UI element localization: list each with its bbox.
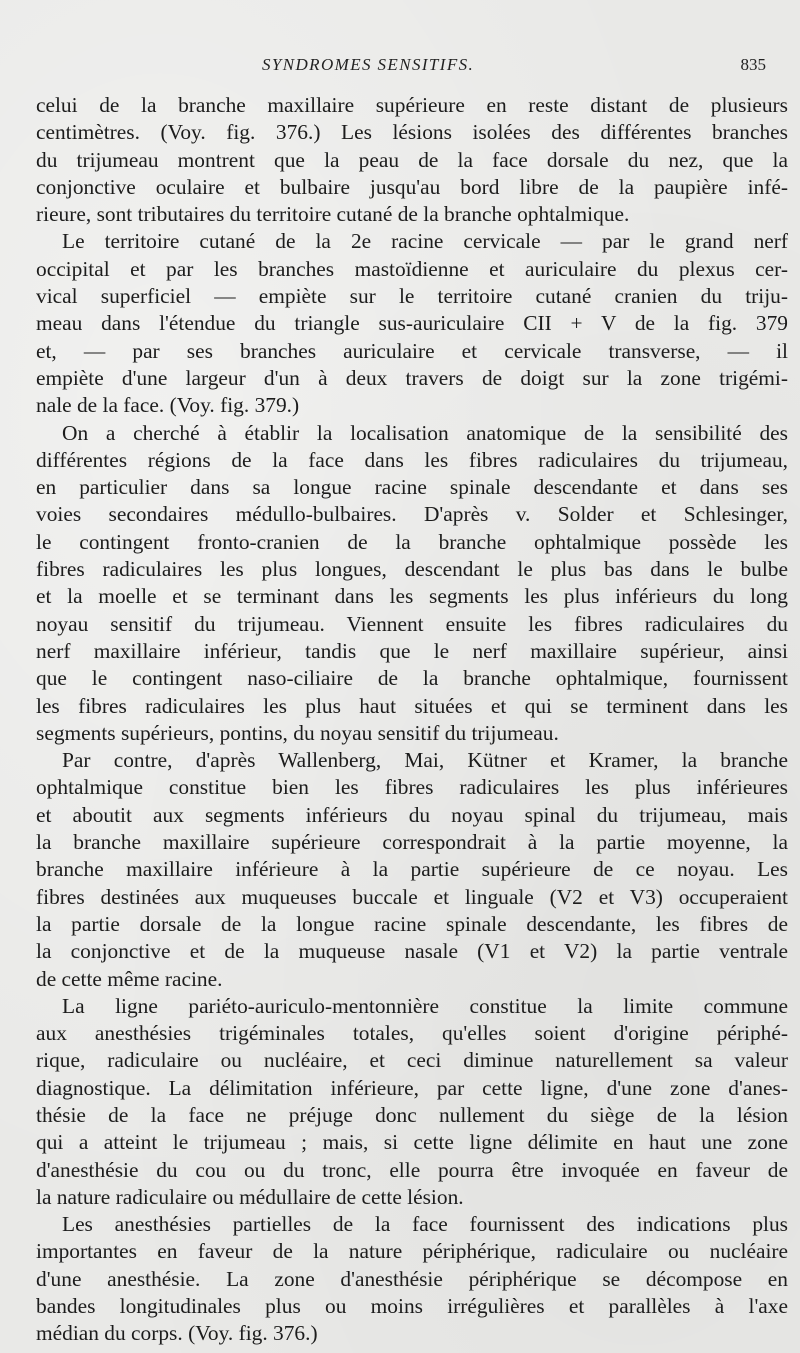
text-line: occipital et par les branches mastoïdienne et auriculaire du plexus cer-: [36, 256, 788, 281]
text-line: vical superficiel — empiète sur le territoire cutané cranien du triju-: [36, 284, 788, 309]
text-line: du trijumeau montrent que la peau de la face dorsale du nez, que la: [36, 147, 788, 172]
text-line: celui de la branche maxillaire supérieure en reste distant de plusieurs: [36, 93, 788, 117]
text-line: différentes régions de la face dans les fibres radiculaires du trijumeau,: [36, 447, 788, 472]
page-number: 835: [740, 55, 766, 74]
text-line: bandes longitudinales plus ou moins irrégulières et parallèles à l'axe: [36, 1294, 788, 1319]
paragraph: [36, 993, 788, 1211]
text-line: thésie de la face ne préjuge donc nullement du siège de la lésion: [36, 1102, 788, 1127]
text-line: aux anesthésies trigéminales totales, qu'elles soient d'origine périphé-: [36, 1021, 788, 1046]
text-line: de cette même racine.: [36, 966, 223, 991]
text-line: rieure, sont tributaires du territoire cutané de la branche ophtalmique.: [36, 202, 630, 227]
text-line: Les anesthésies partielles de la face fournissent des indications plus: [62, 1212, 788, 1237]
paragraph: [36, 92, 788, 228]
body-text: [36, 92, 788, 1348]
paragraph: [36, 747, 788, 993]
text-line: fibres radiculaires les plus longues, descendant le plus bas dans le bulbe: [36, 557, 788, 582]
text-line: voies secondaires médullo-bulbaires. D'après v. Solder et Schlesinger,: [36, 502, 788, 527]
text-line: nerf maxillaire inférieur, tandis que le nerf maxillaire supérieur, ainsi: [36, 638, 788, 663]
text-line: noyau sensitif du trijumeau. Viennent ensuite les fibres radiculaires du: [36, 611, 788, 636]
text-line: le contingent fronto-cranien de la branche ophtalmique possède les: [36, 529, 788, 554]
text-line: branche maxillaire inférieure à la partie supérieure de ce noyau. Les: [36, 857, 788, 882]
text-line: qui a atteint le trijumeau ; mais, si cette ligne délimite en haut une zone: [36, 1130, 788, 1155]
text-line: Le territoire cutané de la 2e racine cervicale — par le grand nerf: [62, 229, 788, 254]
text-line: segments supérieurs, pontins, du noyau sensitif du trijumeau.: [36, 720, 559, 745]
paragraph: [36, 228, 788, 419]
text-line: nale de la face. (Voy. fig. 379.): [36, 393, 300, 418]
text-line: ophtalmique constitue bien les fibres radiculaires les plus inférieures: [36, 775, 788, 800]
text-line: meau dans l'étendue du triangle sus-auriculaire CII + V de la fig. 379: [36, 311, 788, 336]
text-line: la partie dorsale de la longue racine spinale descendante, les fibres de: [36, 911, 788, 936]
text-line: en particulier dans sa longue racine spinale descendante et dans ses: [36, 475, 788, 500]
paragraph: [36, 1211, 788, 1347]
text-line: et, — par ses branches auriculaire et cervicale transverse, — il: [36, 338, 788, 363]
text-line: et aboutit aux segments inférieurs du noyau spinal du trijumeau, mais: [36, 802, 788, 827]
text-line: médian du corps. (Voy. fig. 376.): [36, 1321, 318, 1346]
text-line: centimètres. (Voy. fig. 376.) Les lésions isolées des différentes branches: [36, 120, 788, 145]
text-line: et la moelle et se terminant dans les segments les plus inférieurs du long: [36, 584, 788, 609]
text-line: la branche maxillaire supérieure correspondrait à la partie moyenne, la: [36, 830, 788, 855]
text-line: la nature radiculaire ou médullaire de cette lésion.: [36, 1184, 464, 1209]
text-line: la conjonctive et de la muqueuse nasale (V1 et V2) la partie ventrale: [36, 939, 788, 964]
running-title: SYNDROMES SENSITIFS.: [262, 55, 475, 74]
running-header: [0, 52, 800, 82]
text-line: La ligne pariéto-auriculo-mentonnière constitue la limite commune: [62, 993, 788, 1018]
text-line: rique, radiculaire ou nucléaire, et ceci diminue naturellement sa valeur: [36, 1048, 788, 1073]
text-line: Par contre, d'après Wallenberg, Mai, Kütner et Kramer, la branche: [62, 748, 788, 773]
text-line: importantes en faveur de la nature périphérique, radiculaire ou nucléaire: [36, 1239, 788, 1264]
text-line: que le contingent naso-ciliaire de la branche ophtalmique, fournissent: [36, 666, 788, 691]
text-line: fibres destinées aux muqueuses buccale et linguale (V2 et V3) occuperaient: [36, 884, 788, 909]
text-line: d'anesthésie du cou ou du tronc, elle pourra être invoquée en faveur de: [36, 1157, 788, 1182]
text-line: conjonctive oculaire et bulbaire jusqu'au bord libre de la paupière infé-: [36, 174, 788, 199]
text-line: diagnostique. La délimitation inférieure, par cette ligne, d'une zone d'anes-: [36, 1075, 788, 1100]
text-line: les fibres radiculaires les plus haut situées et qui se terminent dans les: [36, 693, 788, 718]
text-line: empiète d'une largeur d'un à deux travers de doigt sur la zone trigémi-: [36, 365, 788, 390]
text-line: d'une anesthésie. La zone d'anesthésie périphérique se décompose en: [36, 1266, 788, 1291]
paragraph: [36, 420, 788, 748]
text-line: On a cherché à établir la localisation anatomique de la sensibilité des: [62, 420, 788, 445]
